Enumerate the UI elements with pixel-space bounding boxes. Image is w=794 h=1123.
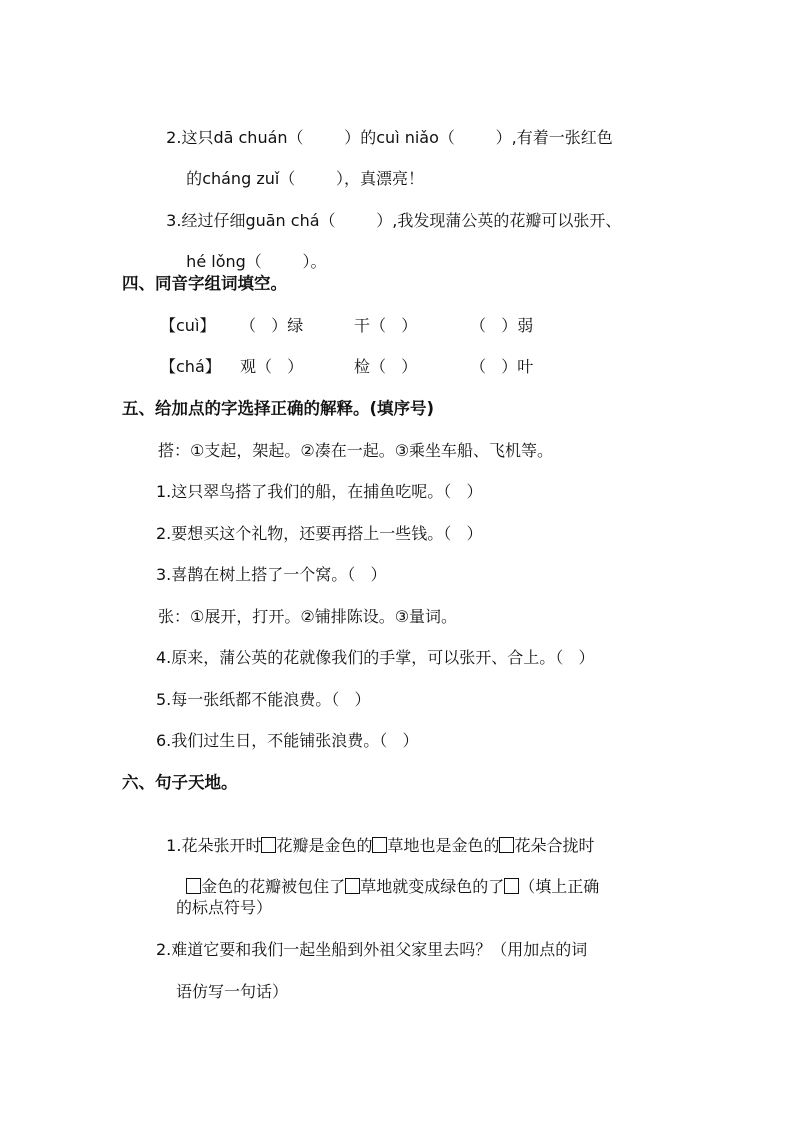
pinyin: guān chá <box>245 211 320 230</box>
punctuation-box[interactable] <box>261 837 276 853</box>
meaning-question-4[interactable]: 4.原来，蒲公英的花就像我们的手掌，可以张开、合上。（ ） <box>156 648 595 667</box>
homophone-blank[interactable]: 检（ ） <box>354 357 418 376</box>
pinyin: cuì niǎo <box>376 128 439 147</box>
section-4-heading: 四、同音字组词填空。 <box>122 274 287 293</box>
question-text: ,有着一张红色 <box>511 128 613 147</box>
punctuation-box[interactable] <box>372 837 387 853</box>
question-text: ,我发现蒲公英的花瓣可以张开、 <box>392 211 622 230</box>
question-text: 的 <box>360 128 377 147</box>
question-text: ，真漂亮！ <box>344 169 425 188</box>
punctuation-box[interactable] <box>186 878 201 894</box>
imitation-question-line-2: 语仿写一句话） <box>176 982 289 1001</box>
homophone-blank[interactable]: （ ）叶 <box>470 357 534 376</box>
answer-blank[interactable]: （ ） <box>287 128 361 147</box>
pinyin-question-3-line-2 <box>176 232 327 272</box>
pinyin-question-3-line-1 <box>156 191 621 231</box>
definition-da: 搭：①支起，架起。②凑在一起。③乘坐车船、飞机等。 <box>158 441 554 460</box>
pinyin: hé lǒng <box>186 252 246 271</box>
question-text: 的 <box>186 169 203 188</box>
punctuation-question-line-1 <box>156 816 595 856</box>
imitation-question-line-1: 2.难道它要和我们一起坐船到外祖父家里去吗？（用加点的词 <box>156 940 588 959</box>
question-text: 3.经过仔细 <box>166 211 246 230</box>
sentence-fragment: （填上正确 <box>519 877 600 896</box>
punctuation-question-line-2 <box>176 857 599 897</box>
answer-blank[interactable]: （ ） <box>438 128 512 147</box>
homophone-blank[interactable]: （ ）弱 <box>470 316 534 335</box>
answer-blank[interactable]: （ ） <box>245 252 311 271</box>
meaning-question-2[interactable]: 2.要想买这个礼物，还要再搭上一些钱。（ ） <box>156 524 483 543</box>
homophone-blank[interactable]: 观（ ） <box>240 357 304 376</box>
question-text: 2.这只 <box>166 128 214 147</box>
section-5-heading: 五、给加点的字选择正确的解释。(填序号) <box>122 399 435 418</box>
meaning-question-5[interactable]: 5.每一张纸都不能浪费。（ ） <box>156 690 371 709</box>
homophone-label-cha: 【chá】 <box>160 357 221 376</box>
answer-blank[interactable]: （ ） <box>279 169 344 188</box>
homophone-blank[interactable]: （ ）绿 <box>240 316 304 335</box>
sentence-fragment: 金色的花瓣被包住了 <box>201 877 346 896</box>
punctuation-box[interactable] <box>504 878 519 894</box>
sentence-fragment: 草地就变成绿色的了 <box>360 877 505 896</box>
punctuation-question-line-3: 的标点符号） <box>176 898 273 917</box>
homophone-blank[interactable]: 干（ ） <box>354 316 418 335</box>
homophone-label-cui: 【cuì】 <box>160 316 216 335</box>
sentence-fragment: 花瓣是金色的 <box>276 836 373 855</box>
sentence-fragment: 1.花朵张开时 <box>166 836 262 855</box>
meaning-question-3[interactable]: 3.喜鹊在树上搭了一个窝。（ ） <box>156 565 387 584</box>
meaning-question-1[interactable]: 1.这只翠鸟搭了我们的船，在捕鱼吃呢。（ ） <box>156 482 483 501</box>
punctuation-box[interactable] <box>345 878 360 894</box>
pinyin-question-2-line-2 <box>176 149 424 189</box>
section-6-heading: 六、句子天地。 <box>122 773 238 792</box>
sentence-fragment: 花朵合拢时 <box>514 836 595 855</box>
question-text: 。 <box>310 252 327 271</box>
meaning-question-6[interactable]: 6.我们过生日，不能铺张浪费。（ ） <box>156 731 419 750</box>
punctuation-box[interactable] <box>499 837 514 853</box>
pinyin: dā chuán <box>213 128 288 147</box>
answer-blank[interactable]: （ ） <box>319 211 393 230</box>
pinyin-question-2-line-1 <box>156 108 613 148</box>
definition-zhang: 张：①展开，打开。②铺排陈设。③量词。 <box>158 607 458 626</box>
sentence-fragment: 草地也是金色的 <box>387 836 500 855</box>
pinyin: cháng zuǐ <box>202 169 280 188</box>
